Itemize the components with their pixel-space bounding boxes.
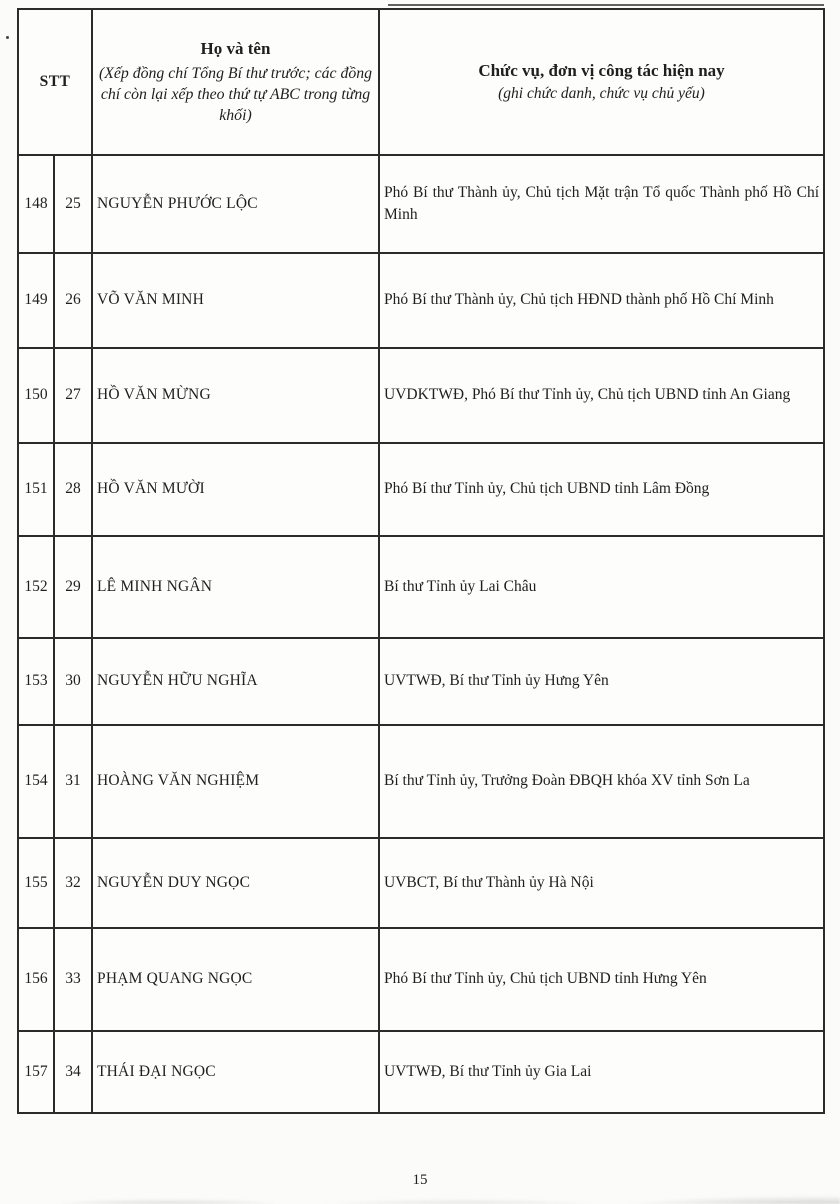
cell-stt-number: 150: [18, 348, 54, 443]
cell-stt-number: 157: [18, 1031, 54, 1113]
cell-group-number: 26: [54, 253, 92, 348]
table-row: [18, 725, 824, 838]
cell-position-title: UVTWĐ, Bí thư Tỉnh ủy Hưng Yên: [379, 638, 824, 725]
header-stt-label: STT: [39, 72, 71, 90]
page-number: 15: [412, 1172, 428, 1188]
cell-group-number: 32: [54, 838, 92, 928]
header-cell-stt: [18, 9, 92, 155]
cell-position-title: Bí thư Tỉnh ủy, Trưởng Đoàn ĐBQH khóa XV tỉnh Sơn La: [379, 725, 824, 838]
header-cell-name: [92, 9, 379, 155]
scan-line-artifact: [388, 4, 824, 6]
table-row: [18, 253, 824, 348]
table-row: [18, 348, 824, 443]
scan-dot-artifact: [6, 36, 9, 39]
table-header: [18, 9, 824, 155]
table-row: [18, 928, 824, 1031]
table-row: [18, 638, 824, 725]
cell-full-name: PHẠM QUANG NGỌC: [92, 928, 379, 1031]
table-row: [18, 443, 824, 536]
cell-full-name: THÁI ĐẠI NGỌC: [92, 1031, 379, 1113]
cell-stt-number: 151: [18, 443, 54, 536]
cell-full-name: NGUYỄN DUY NGỌC: [92, 838, 379, 928]
cell-full-name: HỒ VĂN MƯỜI: [92, 443, 379, 536]
cell-group-number: 33: [54, 928, 92, 1031]
cell-stt-number: 149: [18, 253, 54, 348]
cell-stt-number: 148: [18, 155, 54, 253]
officials-roster-table: [17, 8, 825, 1114]
cell-position-title: Phó Bí thư Tỉnh ủy, Chủ tịch UBND tỉnh Lâm Đồng: [379, 443, 824, 536]
cell-stt-number: 152: [18, 536, 54, 638]
cell-full-name: NGUYỄN PHƯỚC LỘC: [92, 155, 379, 253]
cell-position-title: UVTWĐ, Bí thư Tỉnh ủy Gia Lai: [379, 1031, 824, 1113]
cell-position-title: Phó Bí thư Thành ủy, Chủ tịch HĐND thành phố Hồ Chí Minh: [379, 253, 824, 348]
cell-stt-number: 156: [18, 928, 54, 1031]
cell-full-name: VÕ VĂN MINH: [92, 253, 379, 348]
table-row: [18, 536, 824, 638]
cell-full-name: LÊ MINH NGÂN: [92, 536, 379, 638]
header-name-note: (Xếp đồng chí Tổng Bí thư trước; các đồng chí còn lại xếp theo thứ tự ABC trong từng khối): [98, 64, 373, 125]
header-position-title: Chức vụ, đơn vị công tác hiện nay: [478, 60, 725, 80]
header-cell-position: [379, 9, 824, 155]
table-row: [18, 1031, 824, 1113]
header-name-title: Họ và tên: [200, 39, 271, 59]
cell-group-number: 34: [54, 1031, 92, 1113]
scan-smudge-artifact: [0, 1190, 840, 1204]
cell-group-number: 30: [54, 638, 92, 725]
table-row: [18, 838, 824, 928]
cell-position-title: UVDKTWĐ, Phó Bí thư Tỉnh ủy, Chủ tịch UBND tỉnh An Giang: [379, 348, 824, 443]
cell-stt-number: 154: [18, 725, 54, 838]
cell-full-name: NGUYỄN HỮU NGHĨA: [92, 638, 379, 725]
table-row: [18, 155, 824, 253]
cell-position-title: Bí thư Tỉnh ủy Lai Châu: [379, 536, 824, 638]
cell-full-name: HỒ VĂN MỪNG: [92, 348, 379, 443]
cell-position-title: Phó Bí thư Tỉnh ủy, Chủ tịch UBND tỉnh Hưng Yên: [379, 928, 824, 1031]
table-body: [18, 155, 824, 1113]
cell-position-title: Phó Bí thư Thành ủy, Chủ tịch Mặt trận Tổ quốc Thành phố Hồ Chí Minh: [379, 155, 824, 253]
header-position-note: (ghi chức danh, chức vụ chủ yếu): [498, 85, 705, 103]
cell-group-number: 31: [54, 725, 92, 838]
cell-group-number: 29: [54, 536, 92, 638]
cell-position-title: UVBCT, Bí thư Thành ủy Hà Nội: [379, 838, 824, 928]
cell-stt-number: 153: [18, 638, 54, 725]
header-row: [18, 9, 824, 155]
cell-group-number: 27: [54, 348, 92, 443]
cell-group-number: 28: [54, 443, 92, 536]
cell-stt-number: 155: [18, 838, 54, 928]
cell-full-name: HOÀNG VĂN NGHIỆM: [92, 725, 379, 838]
cell-group-number: 25: [54, 155, 92, 253]
